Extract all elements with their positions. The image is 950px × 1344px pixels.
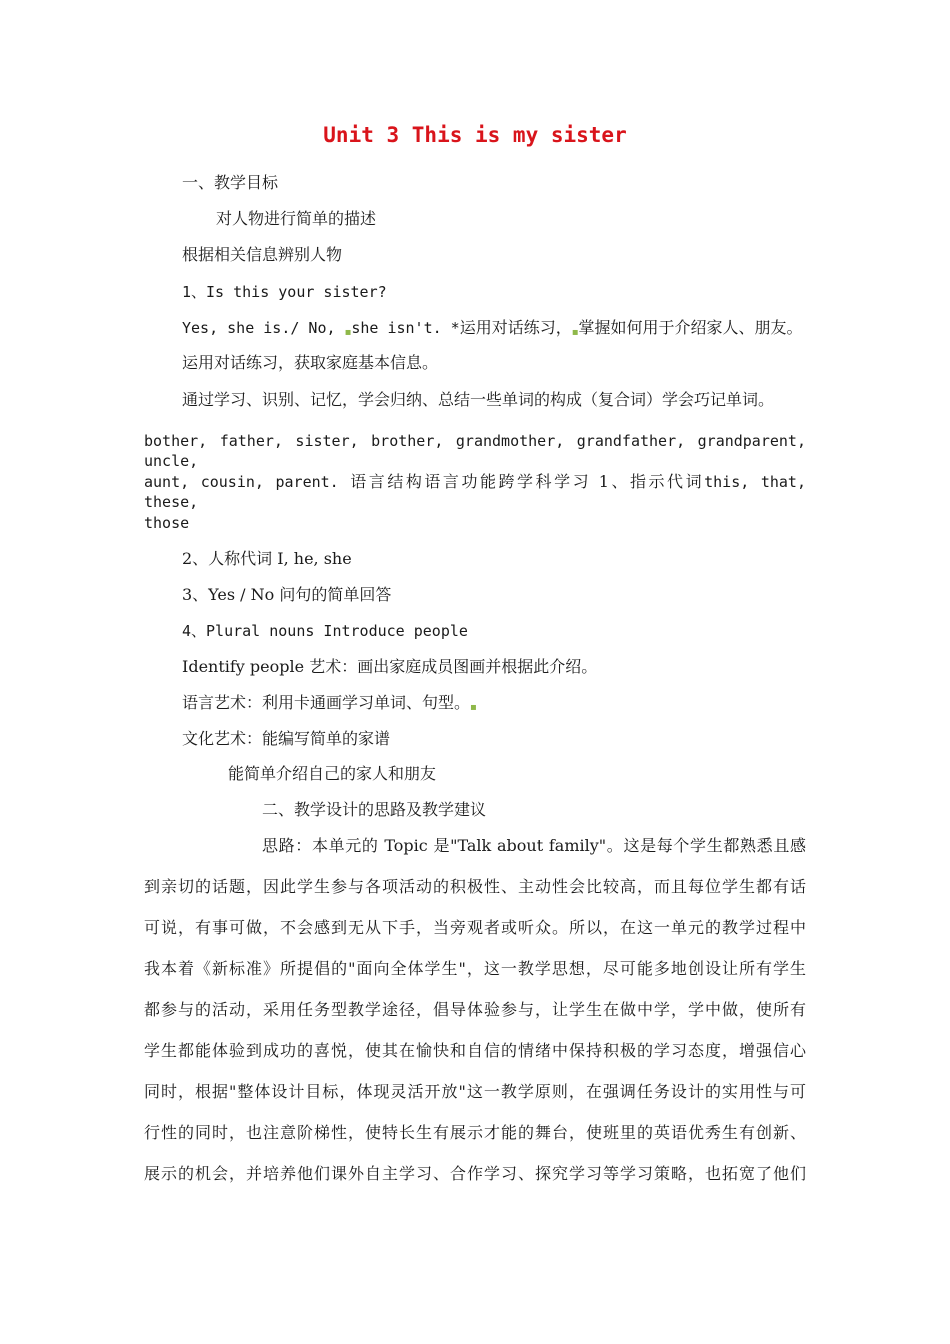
text-line: 3、Yes / No 问句的简单回答: [182, 585, 392, 604]
section-heading-objectives: 一、教学目标: [182, 173, 279, 192]
text-line: 能简单介绍自己的家人和朋友: [228, 764, 437, 783]
text-span: Yes, she is./ No,: [182, 319, 345, 337]
text-line: 学生都能体验到成功的喜悦，使其在愉快和自信的情绪中保持积极的学习态度，增强信心: [144, 1041, 806, 1060]
text-line: 2、人称代词 I, he, she: [182, 549, 352, 568]
text-line: 都参与的活动，采用任务型教学途径，倡导体验参与，让学生在做中学，学中做，使所有: [144, 1000, 806, 1019]
text-line: 思路：本单元的 Topic 是"Talk about family"。这是每个学生都熟悉且感: [262, 836, 806, 855]
text-line: 同时，根据"整体设计目标，体现灵活开放"这一教学原则，在强调任务设计的实用性与可: [144, 1082, 806, 1101]
text-line: [182, 318, 803, 343]
text-line: bother, father, sister, brother, grandmother, grandfather, grandparent, uncle,: [144, 432, 806, 470]
text-line: Identify people 艺术：画出家庭成员图画并根据此介绍。: [182, 657, 598, 676]
text-line: 4、Plural nouns Introduce people: [182, 622, 468, 640]
text-line: 我本着《新标准》所提倡的"面向全体学生"，这一教学思想，尽可能多地创设让所有学生: [144, 959, 806, 978]
text-span: 语言艺术：利用卡通画学习单词、句型。: [182, 693, 471, 712]
text-span: she isn't. *: [351, 319, 460, 337]
text-span: 语言结构语言功能跨学科学习 1、指示代词: [350, 472, 705, 491]
text-line: [144, 472, 806, 512]
text-line: 根据相关信息辨别人物: [182, 245, 343, 264]
text-line: 运用对话练习，获取家庭基本信息。: [182, 353, 439, 372]
mark-dot: ▪: [470, 702, 477, 713]
text-span: this, that, these,: [144, 473, 806, 511]
text-span: aunt, cousin, parent.: [144, 473, 351, 491]
text-line: 通过学习、识别、记忆，学会归纳、总结一些单词的构成（复合词）学会巧记单词。: [182, 390, 775, 409]
mark-dot: ▪: [571, 327, 579, 338]
text-line: 到亲切的话题，因此学生参与各项活动的积极性、主动性会比较高，而且每位学生都有话: [144, 877, 806, 896]
mark-dot: ▪: [344, 327, 352, 338]
section-heading-design: 二、教学设计的思路及教学建议: [262, 800, 487, 819]
text-line: 对人物进行简单的描述: [216, 209, 377, 228]
page-title: Unit 3 This is my sister: [323, 123, 627, 147]
text-line: [182, 693, 477, 718]
text-line: 行性的同时，也注意阶梯性，使特长生有展示才能的舞台，使班里的英语优秀生有创新、: [144, 1123, 806, 1142]
text-span: 掌握如何用于介绍家人、朋友。: [578, 318, 803, 337]
text-line: 文化艺术：能编写简单的家谱: [182, 729, 391, 748]
text-line: 可说，有事可做，不会感到无从下手，当旁观者或听众。所以，在这一单元的教学过程中: [144, 918, 806, 937]
text-line: 展示的机会，并培养他们课外自主学习、合作学习、探究学习等学习策略，也拓宽了他们: [144, 1164, 806, 1183]
text-line: those: [144, 514, 190, 532]
text-line: 1、Is this your sister?: [182, 283, 387, 301]
text-span: 运用对话练习，: [459, 318, 572, 337]
